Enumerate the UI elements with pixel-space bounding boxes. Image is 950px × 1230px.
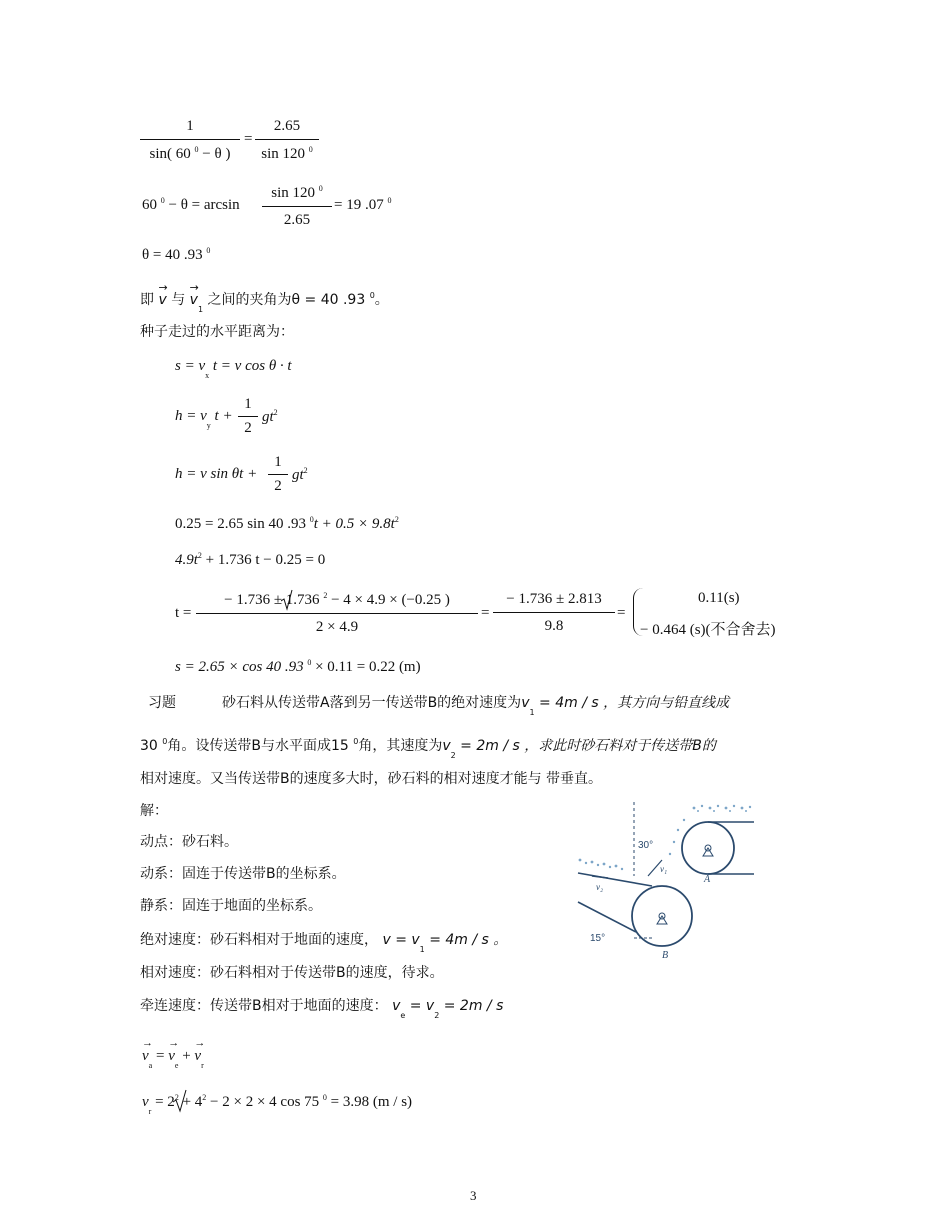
label-v2: v₂ [596,882,604,892]
eq1-lhs-fraction [140,118,240,163]
degree: 0 [160,196,165,205]
eq1-rhs-numerator: 2.65 [255,118,319,140]
abs-vel-value: = 4m / s 。 [424,932,508,948]
eq-t-denominator2: 9.8 [544,618,564,634]
sub-e: e [174,1061,179,1070]
eq-s-sub: x [205,371,210,380]
eq1-rhs-denominator [255,140,319,163]
horizontal-distance-heading: 种子走过的水平距离为： [140,324,294,340]
eq1-den-text2: − θ ) [198,146,231,162]
degree: 0 [309,515,314,524]
eq-h1-sub: y [206,421,211,430]
v1-symbol: v [521,695,530,711]
eq1-den-text: sin( 60 [149,146,195,162]
sub-a: a [148,1061,153,1070]
v2-symbol: v [442,738,451,754]
eq-s-final-b: × 0.11 = 0.22 (m) [311,659,421,675]
half-numerator: 1 [238,396,258,417]
problem-label: 习题 [148,695,176,711]
eq-h2-gt: gt [292,467,304,483]
eq-h2 [175,466,257,483]
eq-s-final [175,658,421,676]
eq-num2 [175,551,325,569]
eq-s-a: s = v [175,358,206,374]
angle-text-3: 之间的夹角为θ = 40 .93 [207,292,370,308]
vr-b: + 4 [178,1094,203,1110]
abs-vel-sub: 1 [419,945,425,954]
eq-h1-c [262,408,278,426]
eq-s-final-a: s = 2.65 × cos 40 .93 [175,659,308,675]
vr-d: = 3.98 (m / s) [326,1094,413,1110]
square: 2 [323,591,328,600]
transport-velocity [140,995,503,1020]
vr-c: − 2 × 2 × 4 cos 75 [206,1094,323,1110]
eq-t-fraction [196,591,478,636]
moving-frame: 动系：固连于传送带B的坐标系。 [140,866,346,882]
half-numerator: 1 [268,454,288,475]
vr-a: = 2 [151,1094,175,1110]
page-number: 3 [470,1188,477,1203]
v2-sub: 2 [450,751,456,760]
square: 2 [202,1093,207,1102]
sqrt-sign [281,589,293,611]
degree: 0 [307,658,312,667]
degree: 0 [194,145,199,154]
absolute-velocity [140,929,507,954]
eq3-text: θ = 40 .93 [142,247,207,263]
trans-vel-value: = 2m / s [439,998,504,1014]
degree: 0 [322,1093,327,1102]
solution-label: 解： [140,803,168,819]
eq2-fraction [262,184,332,229]
degree: 0 [308,145,313,154]
square: 2 [273,408,278,417]
eq2-rhs-text: = 19 .07 [334,197,388,213]
eq-h2-c [292,466,308,484]
eq-num1-b: t + 0.5 × 9.8t [313,516,395,532]
eq2-lhs-text2: − θ = arcsin [164,197,240,213]
trans-vel-v: v [392,998,401,1014]
v1-sub: 1 [529,708,535,717]
problem-line-3: 相对速度。又当传送带B的速度多大时，砂石料的相对速度才能与 带垂直。 [140,771,603,787]
label-v1: v₁ [660,864,668,874]
vector-vr: → v [194,1048,201,1065]
square: 2 [303,466,308,475]
abs-vel-text: 绝对速度：砂石料相对于地面的速度， [140,932,378,948]
eq2-denominator: 2.65 [283,212,311,228]
label-a: A [704,874,711,885]
eq2-rhs [334,196,391,214]
half-denominator: 2 [274,478,282,494]
eq-h1-a: h = v [175,408,207,424]
case-1: 0.11(s) [698,590,740,606]
degree: 0 [387,196,392,205]
eq-t-numerator2: − 1.736 ± 2.813 [493,591,615,613]
vec-plus: + [178,1048,195,1064]
eq1-equals: = [244,131,253,147]
angle-text-2: 与 [171,292,186,308]
half-denominator: 2 [244,420,252,436]
trans-vel-sub-2: 2 [434,1011,440,1020]
trans-vel-text: 牵连速度：传送带B相对于地面的速度： [140,998,388,1014]
eq-h1-b: t + [214,408,233,424]
eq-num2-a: 4.9t [175,552,198,568]
eq2-lhs [142,196,240,214]
problem-line-2 [140,735,716,760]
moving-point: 动点：砂石料。 [140,834,238,850]
label-b: B [662,950,669,961]
vr-sub: r [148,1107,152,1116]
problem-text-2a: 30 [140,738,163,754]
degree: 0 [369,291,375,300]
eq-num1-a: 0.25 = 2.65 sin 40 .93 [175,516,310,532]
subscript-1: 1 [197,305,204,314]
relative-velocity: 相对速度：砂石料相对于传送带B的速度，待求。 [140,965,444,981]
eq-h1-half [238,396,258,437]
eq-t-num-a: − 1.736 ± 1.736 [224,592,324,608]
vr-v: v [142,1094,149,1110]
problem-text-2c: 角，其速度为 [358,738,443,754]
sub-r: r [201,1061,204,1070]
degree: 0 [318,184,323,193]
eq2-lhs-text: 60 [142,197,161,213]
problem-text-1b: = 4m / s ，其方向与铅直线成 [534,695,730,711]
vector-v1: → v [190,292,198,308]
eq-s-b: t = v cos θ · t [212,358,292,374]
degree: 0 [353,737,359,746]
eq-t-numerator [196,591,478,614]
trans-vel-eq: = v [405,998,435,1014]
eq1-lhs-denominator [140,140,240,163]
problem-text-2b: 角。设传送带B与水平面成15 [167,738,354,754]
angle-text-4: 。 [374,292,389,308]
problem-text-1a: 砂石料从传送带A落到另一传送带B的绝对速度为 [222,695,522,711]
problem-line-1 [222,692,729,717]
eq-h1-gt: gt [262,409,274,425]
eq2-num-text: sin 120 [271,185,319,201]
eq-num2-b: + 1.736 t − 0.25 = 0 [201,552,326,568]
eq-t-lhs: t = [175,605,192,621]
problem-text-2d: = 2m / s ，求此时砂石料对于传送带B的 [455,738,716,754]
eq3 [142,246,210,264]
vec-equals: = [152,1048,169,1064]
angle-text-1: 即 [140,292,154,308]
eq-num1 [175,515,399,533]
degree: 0 [206,246,211,255]
eq-t-equals2: = [481,605,490,621]
eq-s [175,358,292,380]
abs-vel-eq: v = v [382,932,420,948]
eq-h1 [175,408,233,430]
eq-t-equals3: = [617,605,626,621]
angle-30-label: 30° [638,840,654,851]
vector-equation [142,1048,204,1070]
eq-h2-half [268,454,288,495]
square: 2 [197,551,202,560]
eq-t-num-b: − 4 × 4.9 × (−0.25 ) [327,592,450,608]
eq-t-fraction2 [493,591,615,635]
case-2: − 0.464 (s)(不合舍去) [640,622,776,638]
sqrt-sign-2 [172,1089,188,1113]
trans-vel-sub-e: e [400,1011,406,1020]
angle-sentence [140,289,389,314]
vector-v: → v [158,292,166,308]
eq-t-denominator: 2 × 4.9 [315,619,359,635]
vector-va: → v [142,1048,149,1065]
eq1-lhs-numerator: 1 [140,118,240,140]
eq2-numerator [262,184,332,207]
conveyor-figure [574,798,764,963]
eq-h2-a: h = v sin θt + [175,466,258,482]
vector-ve: → v [168,1048,175,1065]
eq1-rhs-fraction [255,118,319,163]
eq1-rhs-den-text: sin 120 [261,146,309,162]
square: 2 [394,515,399,524]
square: 2 [174,1093,179,1102]
static-frame: 静系：固连于地面的坐标系。 [140,898,322,914]
angle-15-label: 15° [590,933,606,944]
degree: 0 [162,737,168,746]
